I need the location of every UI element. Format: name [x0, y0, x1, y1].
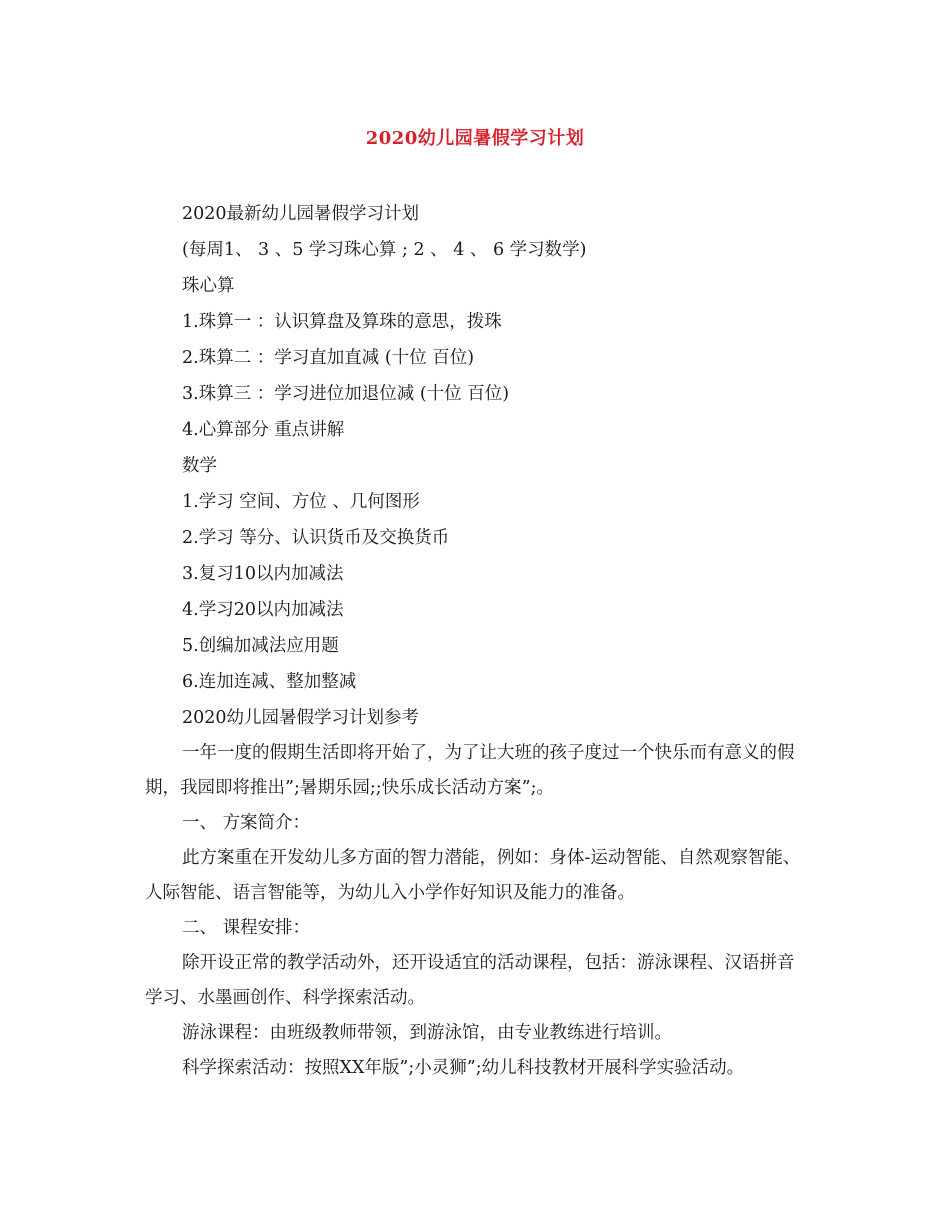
- abacus-item-4: 4.心算部分 重点讲解: [182, 420, 345, 440]
- section-heading-abacus: 珠心算: [182, 276, 235, 296]
- intro-paragraph: 一年一度的假期生活即将开始了，为了让大班的孩子度过一个快乐而有意义的假期，我园即将推出”;暑期乐园;;快乐成长活动方案”;。: [145, 743, 795, 798]
- document-title: 2020幼儿园暑假学习计划: [365, 128, 585, 149]
- overview-paragraph: 此方案重在开发幼儿多方面的智力潜能，例如：身体-运动智能、自然观察智能、人际智能、语言智能等，为幼儿入小学作好知识及能力的准备。: [145, 848, 801, 903]
- abacus-item-3: 3.珠算三 ：学习进位加退位减 (十位 百位): [182, 384, 510, 404]
- math-item-1: 1.学习 空间、方位 、几何图形: [182, 492, 420, 512]
- abacus-item-1: 1.珠算一 ：认识算盘及算珠的意思，拨珠: [182, 312, 502, 332]
- reference-heading: 2020幼儿园暑假学习计划参考: [182, 708, 420, 728]
- math-item-3: 3.复习10以内加减法: [182, 564, 344, 584]
- swimming-paragraph: 游泳课程：由班级教师带领，到游泳馆，由专业教练进行培训。: [182, 1023, 672, 1043]
- schedule-note: (每周1、 3 、5 学习珠心算 ; 2 、 4 、 6 学习数学): [182, 240, 587, 260]
- document-body: [145, 196, 810, 1086]
- math-item-2: 2.学习 等分、认识货币及交换货币: [182, 528, 450, 548]
- courses-paragraph: 除开设正常的教学活动外，还开设适宜的活动课程，包括：游泳课程、汉语拼音学习、水墨画创作、科学探索活动。: [145, 953, 795, 1008]
- math-item-6: 6.连加连减、整加整减: [182, 672, 357, 692]
- section-heading-courses: 二、 课程安排：: [182, 918, 311, 938]
- subtitle-line: 2020最新幼儿园暑假学习计划: [182, 204, 420, 224]
- math-item-4: 4.学习20以内加减法: [182, 600, 344, 620]
- abacus-item-2: 2.珠算二 ：学习直加直减 (十位 百位): [182, 348, 475, 368]
- science-paragraph: 科学探索活动：按照XX年版”;小灵狮”;幼儿科技教材开展科学实验活动。: [182, 1058, 745, 1078]
- section-heading-overview: 一、 方案简介：: [182, 813, 311, 833]
- section-heading-math: 数学: [182, 456, 217, 476]
- math-item-5: 5.创编加减法应用题: [182, 636, 339, 656]
